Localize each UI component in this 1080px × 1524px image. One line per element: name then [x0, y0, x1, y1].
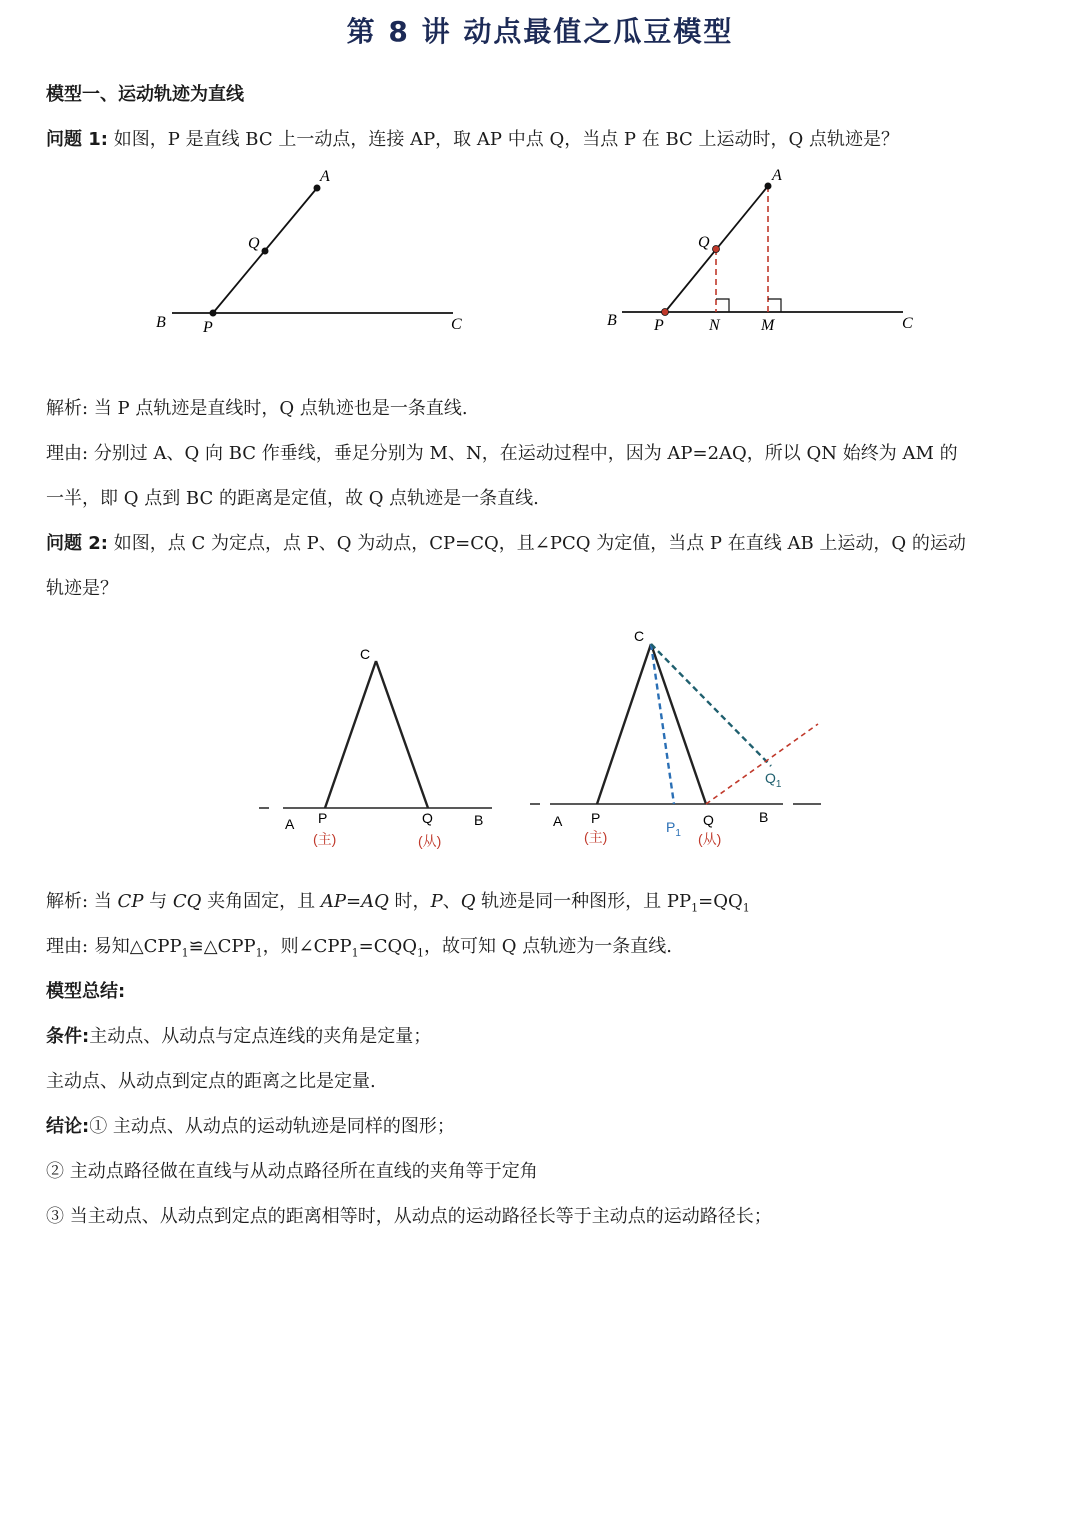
label-follow: (从)	[698, 831, 722, 847]
label-p: P	[591, 810, 601, 826]
text-fragment: 易知△CPP	[93, 936, 182, 957]
conclusion-2: ② 主动点路径做在直线与从动点路径所在直线的夹角等于定角	[46, 1161, 538, 1182]
segment-cp	[597, 644, 651, 804]
label-b: B	[607, 312, 617, 329]
label-c: C	[360, 646, 371, 662]
subscript: 1	[181, 946, 189, 960]
question-2-label: 问题 2:	[46, 533, 108, 554]
reason-2-label: 理由:	[46, 936, 89, 957]
condition-1	[46, 1024, 1036, 1050]
text-cp: CP	[117, 891, 144, 912]
reason-1-text: 分别过 A、Q 向 BC 作垂线，垂足分别为 M、N，在运动过程中，因为 AP=2AQ，所以 QN 始终为 AM 的	[93, 443, 958, 464]
subscript: 1	[742, 901, 750, 915]
label-q: Q	[698, 234, 710, 251]
label-q: Q	[422, 810, 433, 826]
question-1-text: 如图，P 是直线 BC 上一动点，连接 AP，取 AP 中点 Q，当点 P 在 BC 上运动时，Q 点轨迹是？	[113, 129, 900, 150]
analysis-2-label: 解析:	[46, 891, 89, 912]
conclusion-text: ① 主动点、从动点的运动轨迹是同样的图形；	[89, 1116, 455, 1137]
section-heading: 模型一、运动轨迹为直线	[46, 84, 244, 105]
page-title: 第 8 讲 动点最值之瓜豆模型	[346, 15, 734, 48]
subscript: 1	[691, 901, 699, 915]
text-ap-aq: AP=AQ	[320, 891, 389, 912]
label-main: (主)	[313, 831, 337, 847]
conclusion-1	[46, 1114, 1036, 1140]
label-a: A	[320, 168, 330, 185]
question-1-label: 问题 1:	[46, 129, 108, 150]
text-fragment: 、	[442, 891, 461, 912]
label-q: Q	[703, 812, 714, 828]
text-fragment: ，则∠CPP	[262, 936, 352, 957]
label-follow: (从)	[418, 833, 442, 849]
label-c: C	[451, 316, 462, 333]
text-fragment: 时，	[388, 891, 431, 912]
analysis-2	[46, 889, 1036, 922]
subscript: 1	[417, 946, 425, 960]
label-a: A	[772, 167, 782, 184]
label-q1: $Q_1$	[765, 770, 782, 790]
text-fragment: 当	[93, 891, 118, 912]
conclusion-label: 结论:	[46, 1116, 90, 1137]
analysis-1-text: 当 P 点轨迹是直线时，Q 点轨迹也是一条直线.	[93, 398, 468, 419]
condition-label: 条件:	[46, 1026, 90, 1047]
segment-cq1	[651, 644, 771, 766]
subscript: 1	[255, 946, 263, 960]
label-c: C	[902, 315, 913, 332]
label-p: P	[654, 317, 664, 334]
segment-cp1	[651, 644, 674, 804]
reason-1-line-2: 一半，即 Q 点到 BC 的距离是定值，故 Q 点轨迹是一条直线.	[46, 488, 539, 509]
label-p1: $P_1$	[666, 819, 681, 839]
text-fragment: 夹角固定，且	[201, 891, 321, 912]
condition-text: 主动点、从动点与定点连线的夹角是定量；	[89, 1026, 432, 1047]
text-fragment: 与	[143, 891, 173, 912]
label-c: C	[634, 628, 645, 644]
label-b: B	[474, 812, 484, 828]
reason-1-label: 理由:	[46, 443, 89, 464]
analysis-1-label: 解析:	[46, 398, 89, 419]
question-2-text: 如图，点 C 为定点，点 P、Q 为动点，CP=CQ，且∠PCQ 为定值，当点 P 在直线 AB 上运动，Q 的运动	[113, 533, 966, 554]
subscript: 1	[351, 946, 359, 960]
text-fragment: ，故可知 Q 点轨迹为一条直线.	[424, 936, 672, 957]
reason-2	[46, 934, 1036, 967]
text-q: Q	[460, 891, 476, 912]
label-b: B	[759, 809, 769, 825]
label-a: A	[553, 813, 563, 829]
label-main: (主)	[584, 829, 608, 845]
label-p: P	[318, 810, 328, 826]
label-p: P	[203, 319, 213, 336]
text-p: P	[430, 891, 443, 912]
label-b: B	[156, 314, 166, 331]
summary-heading: 模型总结:	[46, 981, 126, 1002]
question-2-line-2: 轨迹是？	[46, 578, 118, 599]
text-fragment: ≌△CPP	[188, 936, 256, 957]
label-n: N	[709, 317, 720, 334]
segment-cq	[651, 644, 706, 804]
text-fragment: 轨迹是同一种图形，且 PP	[475, 891, 692, 912]
label-q: Q	[248, 235, 260, 252]
text-fragment: =CQQ	[358, 936, 418, 957]
label-m: M	[761, 317, 775, 334]
trajectory-q	[706, 724, 818, 804]
text-cq: CQ	[172, 891, 202, 912]
conclusion-3: ③ 当主动点、从动点到定点的距离相等时，从动点的运动路径长等于主动点的运动路径长；	[46, 1206, 772, 1227]
condition-2: 主动点、从动点到定点的距离之比是定量.	[46, 1071, 376, 1092]
text-fragment: =QQ	[698, 891, 743, 912]
label-a: A	[285, 816, 295, 832]
